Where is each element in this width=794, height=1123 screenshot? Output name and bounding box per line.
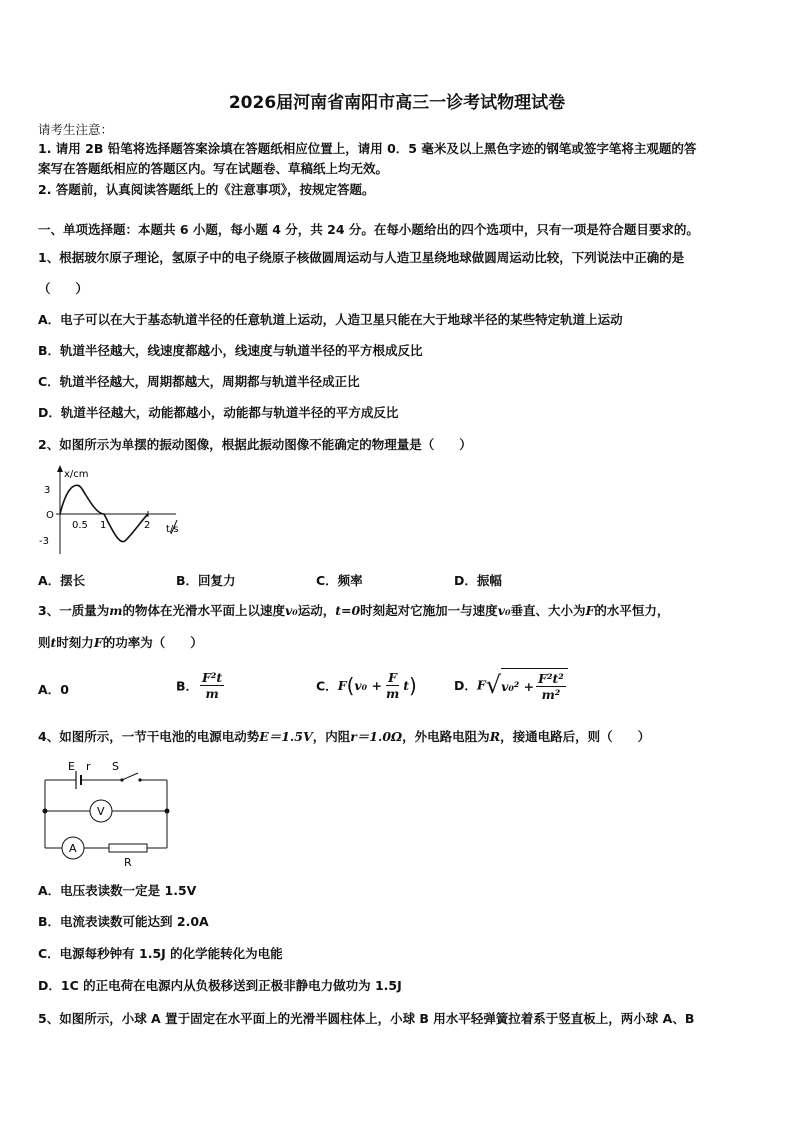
q2-oscillation-graph [36, 462, 196, 558]
exam-title: 2026届河南省南阳市高三一诊考试物理试卷 [228, 93, 566, 113]
q1-stem: 1、根据玻尔原子理论，氢原子中的电子绕原子核做圆周运动与人造卫星绕地球做圆周运动比较，下列说法中正确的是 [38, 250, 685, 265]
q3-text: 时刻力 [56, 635, 94, 650]
q3-stem-line-2 [38, 634, 758, 652]
q3-b-fraction [200, 670, 224, 701]
velocity-term: v₀² + [501, 679, 535, 694]
time-symbol: t [403, 678, 409, 693]
option-label: B． [176, 678, 199, 694]
q3-text: 的功率为（ ） [102, 635, 203, 650]
graph-y-bottom-tick: -3 [39, 536, 49, 547]
junction-dot [43, 809, 48, 814]
q2-option-b: B．回复力 [176, 573, 236, 588]
resistor-label: R [124, 856, 132, 869]
q1-option-b: B．轨道半径越大，线速度都越小，线速度与轨道半径的平方根成反比 [38, 343, 423, 358]
q3-text: 3、一质量为 [38, 603, 110, 618]
sqrt-content [501, 668, 568, 702]
q3-option-c [316, 670, 417, 701]
q3-text: 的水平恒力， [594, 603, 670, 618]
section-1-heading: 一、单项选择题：本题共 6 小题，每小题 4 分，共 24 分。在每小题给出的四个选项中，只有一项是符合题目要求的。 [38, 222, 699, 237]
q3-velocity-symbol: v₀ [284, 603, 298, 618]
notice-item-2: 2. 答题前，认真阅读答题纸上的《注意事项》，按规定答题。 [38, 182, 375, 197]
q3-text: 时刻起对它施加一与速度 [360, 603, 498, 618]
q4-stem [38, 728, 758, 746]
notice-heading: 请考生注意： [38, 122, 114, 137]
q1-option-a: A．电子可以在大于基态轨道半径的任意轨道上运动，人造卫星只能在大于地球半径的某些特定轨道上运动 [38, 312, 623, 327]
graph-y-arrow [57, 465, 63, 472]
graph-x-tick-1: 1 [100, 520, 107, 531]
q2-option-c: C．频率 [316, 573, 363, 588]
q4-circuit-diagram [36, 758, 186, 870]
q3-time-zero: t=0 [335, 603, 361, 618]
q3-force-symbol: F [93, 635, 103, 650]
open-paren: ( [346, 673, 355, 698]
q4-external-resistance: R [489, 729, 501, 744]
notice-item-1-line-1: 1. 请用 2B 铅笔将选择题答案涂填在答题纸相应位置上，请用 0．5 毫米及以上黑色字迹的钢笔或签字笔将主观题的答 [38, 141, 697, 156]
graph-x-tick-0-5: 0.5 [72, 520, 88, 531]
q4-option-c: C．电源每秒钟有 1.5J 的化学能转化为电能 [38, 946, 283, 961]
q1-option-c: C．轨道半径越大，周期都越大，周期都与轨道半径成正比 [38, 374, 360, 389]
q4-text: 4、如图所示，一节干电池的电源电动势 [38, 729, 260, 744]
q3-text: 则 [38, 635, 51, 650]
q3-text: 的物体在光滑水平面上以速度 [122, 603, 285, 618]
q3-mass-symbol: m [109, 603, 123, 618]
q3-stem-line-1 [38, 602, 758, 620]
q3-d-fraction [536, 671, 566, 702]
q3-option-d [454, 668, 568, 702]
q3-option-a [38, 680, 69, 698]
resistor-symbol [109, 844, 147, 852]
q2-stem: 2、如图所示为单摆的振动图像，根据此振动图像不能确定的物理量是（ ） [38, 437, 472, 452]
fraction-denominator: m² [541, 687, 561, 702]
q5-stem: 5、如图所示，小球 A 置于固定在水平面上的光滑半圆柱体上，小球 B 用水平轻弹簧拉着系于竖直板上，两小球 A、B [38, 1011, 695, 1026]
q2-option-a: A．摆长 [38, 573, 86, 588]
q4-option-b: B．电流表读数可能达到 2.0A [38, 914, 209, 929]
close-paren: ) [408, 673, 417, 698]
notice-item-1-line-2: 案写在答题纸相应的答题区内。写在试题卷、草稿纸上均无效。 [38, 161, 389, 176]
q3-text: 运动， [297, 603, 336, 618]
q4-resistance-value: r＝1.0Ω [350, 729, 403, 744]
q4-option-d: D．1C 的正电荷在电源内从负极移送到正极非静电力做功为 1.5J [38, 978, 402, 993]
option-label: C． [316, 678, 338, 694]
junction-dot [165, 809, 170, 814]
q1-blank: （ ） [38, 281, 89, 296]
q4-text: ，外电路电阻为 [402, 729, 490, 744]
q2-option-d: D．振幅 [454, 573, 502, 588]
velocity-term: v₀ + [354, 678, 382, 693]
fraction-numerator: F²t [202, 670, 223, 685]
graph-y-top-tick: 3 [44, 485, 51, 496]
option-label: D． [454, 678, 477, 693]
circuit-label-s: S [112, 760, 119, 773]
fraction-denominator: m [205, 686, 219, 701]
q1-option-d: D．轨道半径越大，动能都越小，动能都与轨道半径的平方成反比 [38, 405, 399, 420]
ammeter-label: A [69, 842, 77, 855]
voltmeter-label: V [97, 805, 105, 818]
q3-text: 垂直、大小为 [510, 603, 586, 618]
fraction-numerator: F [388, 670, 397, 685]
q4-text: ，内阻 [312, 729, 351, 744]
q3-c-fraction [384, 670, 401, 701]
fraction-denominator: m [385, 686, 400, 701]
graph-x-label: t/s [166, 524, 179, 535]
circuit-label-r: r [86, 760, 91, 773]
option-value: 0 [60, 682, 69, 697]
q3-time-symbol: t [50, 635, 57, 650]
graph-y-label: x/cm [64, 469, 89, 480]
circuit-label-e: E [68, 760, 75, 773]
q4-text: ，接通电路后，则（ ） [500, 729, 651, 744]
sqrt-sign-icon: √ [485, 671, 502, 699]
graph-x-tick-2: 2 [144, 520, 151, 531]
q4-emf-value: E＝1.5V [259, 729, 313, 744]
q3-force-symbol: F [585, 603, 595, 618]
q3-option-b [176, 670, 226, 701]
switch-lever [122, 773, 138, 780]
fraction-numerator: F²t² [538, 671, 564, 686]
force-symbol: F [476, 677, 486, 693]
force-symbol: F [337, 678, 347, 693]
q4-option-a: A．电压表读数一定是 1.5V [38, 883, 197, 898]
option-label: A． [38, 682, 61, 697]
q3-velocity-symbol: v₀ [497, 603, 511, 618]
graph-origin-label: O [46, 510, 54, 521]
graph-sine-curve [60, 485, 151, 541]
